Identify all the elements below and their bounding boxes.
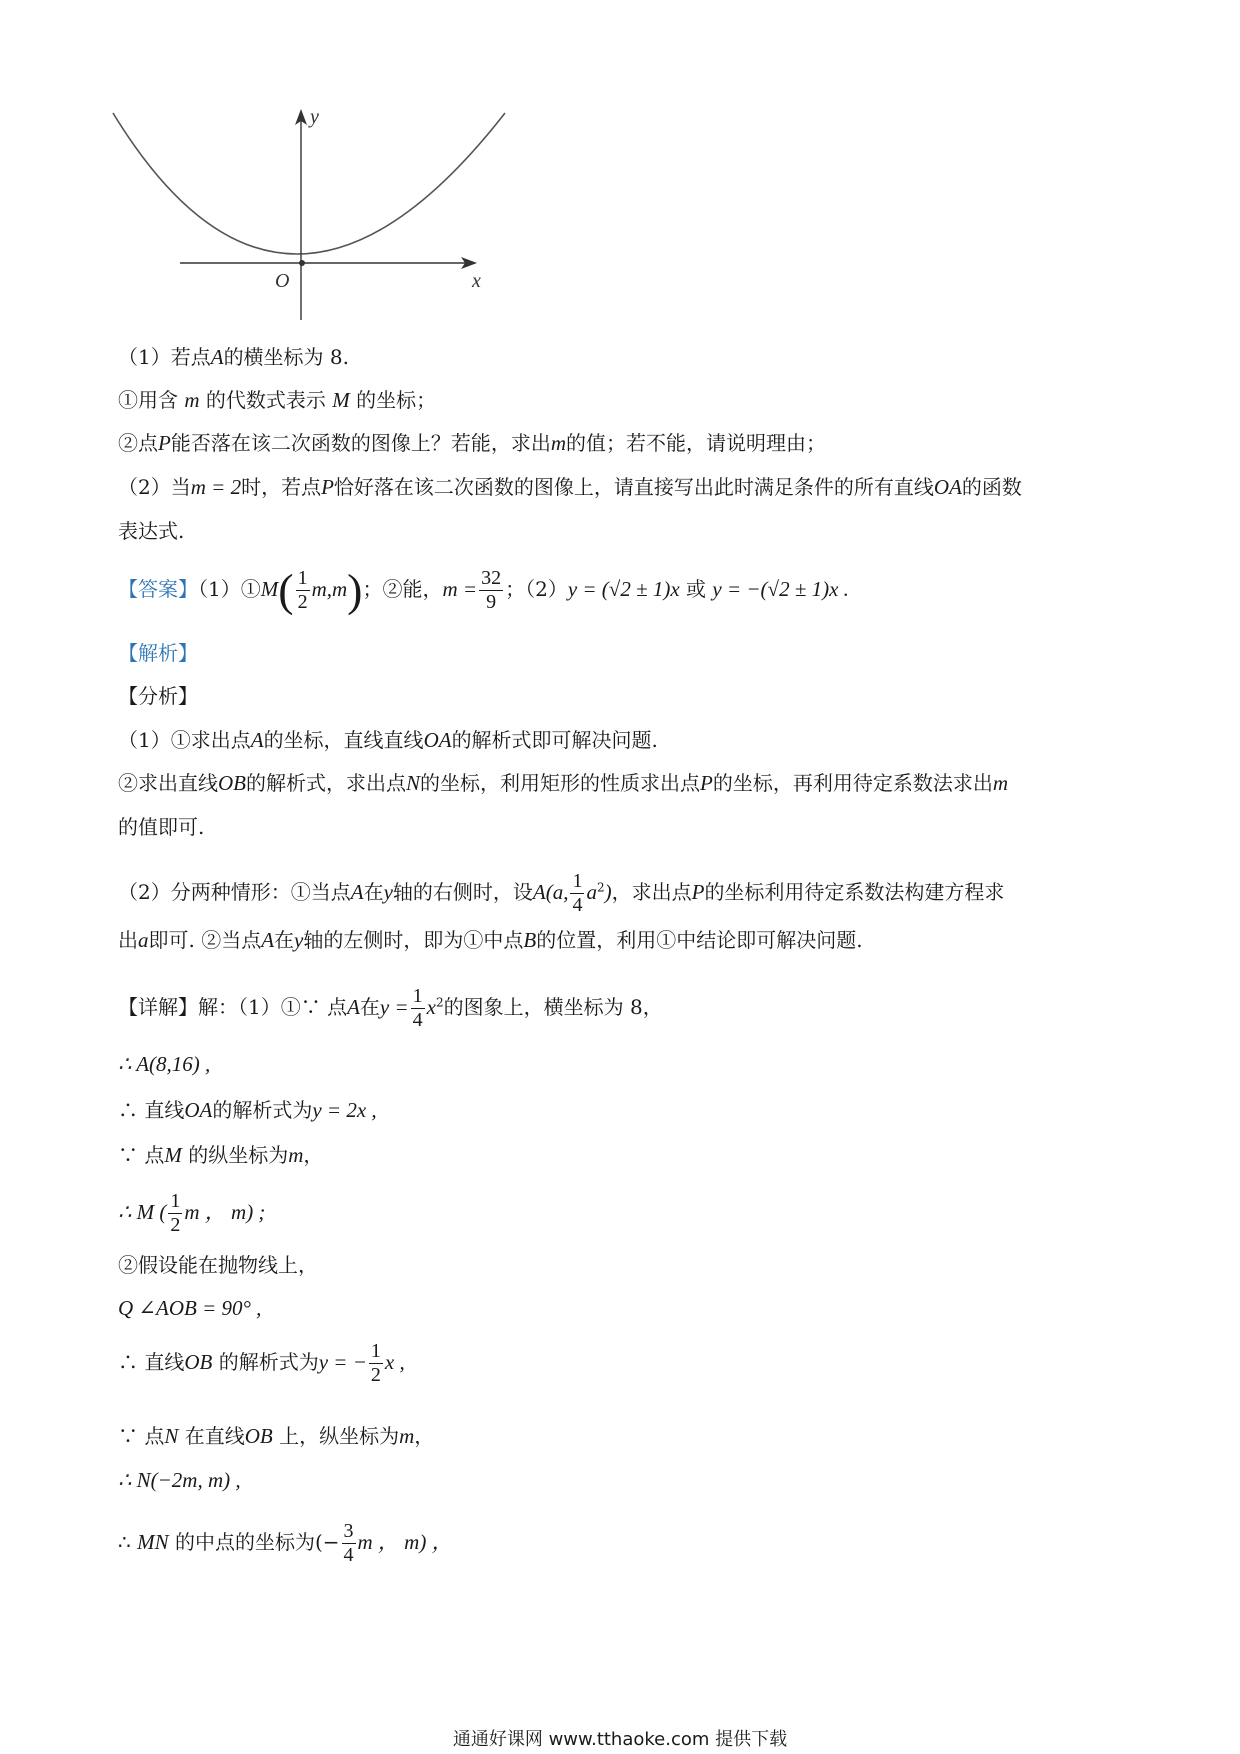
analysis-label: 【解析】 [118, 641, 198, 665]
detail-line-3: ∴ 直线OA的解析式为y = 2x , [118, 1098, 377, 1122]
detail-line-2: ∴ A(8,16) , [118, 1052, 211, 1076]
q1a-line: ①用含 m 的代数式表示 M 的坐标； [118, 388, 437, 412]
analysis-line-2: ②求出直线OB的解析式，求出点N的坐标，利用矩形的性质求出点P的坐标，再利用待定系数法求出m [118, 771, 1009, 795]
analysis-line-5: 出a即可. ②当点A在y轴的左侧时，即为①中点B的位置，利用①中结论即可解决问题. [118, 928, 863, 952]
q2-line-2: 表达式. [118, 519, 185, 543]
detail-line-1: 【详解】解：（1）①∵ 点A在y = $\frac{1}{4}$ $x^2$的图象上，横坐标为 8， [118, 985, 663, 1031]
detail-line-6: ②假设能在抛物线上， [118, 1253, 318, 1277]
detail-line-8: ∴ 直线OB 的解析式为y = − $\frac{1}{2}$ x , [118, 1340, 405, 1386]
y-axis-label: y [310, 106, 319, 128]
parabola-curve [113, 113, 505, 254]
q2-line: （2）当m = 2时，若点P恰好落在该二次函数的图像上，请直接写出此时满足条件的所有直线OA的函数 [118, 475, 1022, 499]
detail-line-5: ∴ M ( $\frac{1}{2}$ m ， m) ; [118, 1190, 266, 1236]
detail-line-10: ∴ N(−2m, m) , [118, 1468, 241, 1492]
answer-label: 【答案】 [118, 577, 198, 601]
q1b-line: ②点P能否落在该二次函数的图像上？若能，求出m的值；若不能，请说明理由； [118, 431, 826, 455]
origin-point [299, 260, 305, 266]
analysis-line-3: 的值即可. [118, 815, 205, 839]
x-axis-label: x [472, 270, 481, 292]
q1-line: （1）若点A的横坐标为 8. [118, 345, 350, 369]
detail-line-7: Q ∠AOB = 90° , [118, 1296, 262, 1320]
origin-label: O [275, 270, 290, 292]
analysis-line-4: （2）分两种情形：①当点A在y轴的右侧时，设A(a, $\frac{1}{4}$ $a^2$)，求出点P的坐标利用待定系数法构建方程求 [118, 870, 1005, 916]
parabola-graph [105, 105, 515, 325]
detail-line-9: ∵ 点N 在直线OB 上，纵坐标为m， [118, 1424, 435, 1448]
fenxi-label: 【分析】 [118, 684, 198, 708]
analysis-line-1: （1）①求出点A的坐标，直线直线OA的解析式即可解决问题. [118, 728, 658, 752]
answer-line: 【答案】（1）①M( $\frac{1}{2}$ m,m)；②能，m = $\frac{32}{9}$ ；（2）y = (√2 ± 1)x 或 y = −(√2 ± 1)x . [118, 564, 849, 616]
detail-line-11: ∴ MN 的中点的坐标为(− $\frac{3}{4}$ m ， m) ， [118, 1520, 453, 1566]
detail-line-4: ∵ 点M 的纵坐标为m， [118, 1143, 324, 1167]
footer-text: 通通好课网 www.tthaoke.com 提供下载 [452, 1729, 788, 1750]
